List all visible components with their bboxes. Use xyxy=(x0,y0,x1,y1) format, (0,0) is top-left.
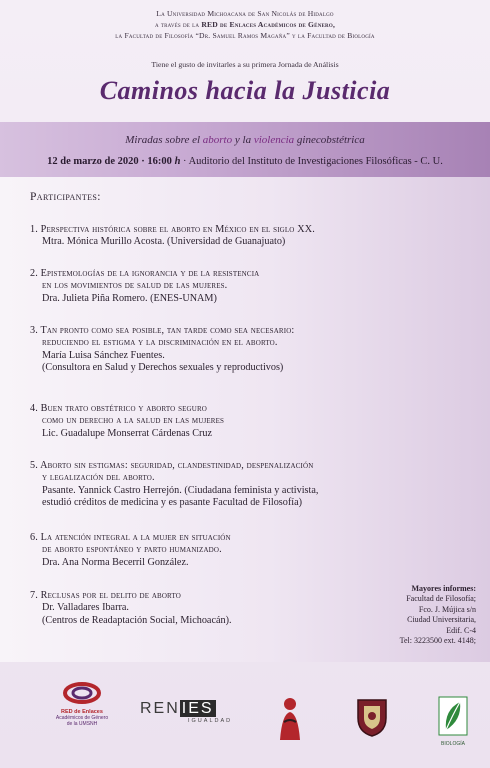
list-item: 1. Perspectiva histórica sobre el aborto en México en el siglo XX. Mtra. Mónica Murillo Acosta. (Universidad de Guanajuato) xyxy=(30,224,315,248)
umsnh-seal-logo xyxy=(352,694,392,738)
list-item: 7. Reclusas por el delito de aborto Dr. Valladares Ibarra. (Centros de Readaptación Social, Michoacán). xyxy=(30,590,232,626)
participants-heading: Participantes: xyxy=(30,191,101,203)
figure-logo xyxy=(270,692,310,742)
contact-heading: Mayores informes: xyxy=(411,584,476,593)
event-title: Caminos hacia la Justicia xyxy=(99,76,391,105)
university-seal-icon xyxy=(352,694,392,738)
sponsor-logos xyxy=(0,668,490,768)
event-subtitle: Miradas sobre el aborto y la violencia ginecobstétrica xyxy=(125,134,365,146)
participants-section xyxy=(0,177,490,662)
header-line-2: a través de la RED de Enlaces Académicos de Género, xyxy=(154,20,336,29)
header-line-3: la Facultad de Filosofía “Dr. Samuel Ramos Magaña” y la Facultad de Biología xyxy=(115,31,375,40)
woman-figure-icon xyxy=(270,692,310,742)
header-line-1: La Universidad Michoacana de San Nicolás de Hidalgo xyxy=(156,9,334,18)
renies-logo: REN IES IGUALDAD xyxy=(140,700,233,724)
list-item: 5. Aborto sin estigmas: seguridad, clandestinidad, despenalización y legalización del aborto. Pasante. Yannick Castro Herrejón. (Ciudadana feminista y activista, estudió créditos de medicina y es pasante Facultad de Filosofía) xyxy=(30,460,319,508)
list-item: 4. Buen trato obstétrico y aborto seguro como un derecho a la salud en las mujeres Lic. Guadalupe Monserrat Cárdenas Cruz xyxy=(30,403,225,439)
event-date-place: 12 de marzo de 2020 · 16:00 h · Auditorio del Instituto de Investigaciones Filosóficas - C. U. xyxy=(47,156,443,167)
contact-info: Mayores informes: Facultad de Filosofía; Fco. J. Mújica s/n Ciudad Universitaria, Edif. C-4 Tel: 3223500 ext. 4148; xyxy=(372,584,476,646)
list-item: 3. Tan pronto como sea posible, tan tarde como sea necesario: reduciendo el estigma y la discriminación en el aborto. María Luisa Sánchez Fuentes. (Consultora en Salud y Derechos sexuales y reproductivos) xyxy=(30,325,295,373)
event-place: · Auditorio del Instituto de Investigaciones Filosóficas - C. U. xyxy=(183,156,443,167)
biologia-logo: BIOLOGÍA xyxy=(433,696,473,752)
subtitle-band xyxy=(0,122,490,177)
list-item: 6. La atención integral a la mujer en situación de aborto espontáneo y parto humanizado. Dra. Ana Norma Becerril González. xyxy=(30,532,231,568)
red-enlaces-icon xyxy=(62,682,102,704)
header xyxy=(0,0,490,122)
invitation-text: Tiene el gusto de invitarles a su primera Jornada de Análisis xyxy=(151,60,339,69)
red-enlaces-logo: RED de Enlaces Académicos de Género de la UMSNH xyxy=(42,682,122,752)
event-date: 12 de marzo de 2020 · 16:00 xyxy=(47,156,175,167)
red-enlaces-label: RED de Enlaces Académicos de Género, xyxy=(201,20,336,29)
list-item: 2. Epistemologías de la ignorancia y de la resistencia en los movimientos de salud de las mujeres. Dra. Julieta Piña Romero. (ENES-UNAM) xyxy=(30,268,260,304)
leaf-icon xyxy=(438,696,468,736)
